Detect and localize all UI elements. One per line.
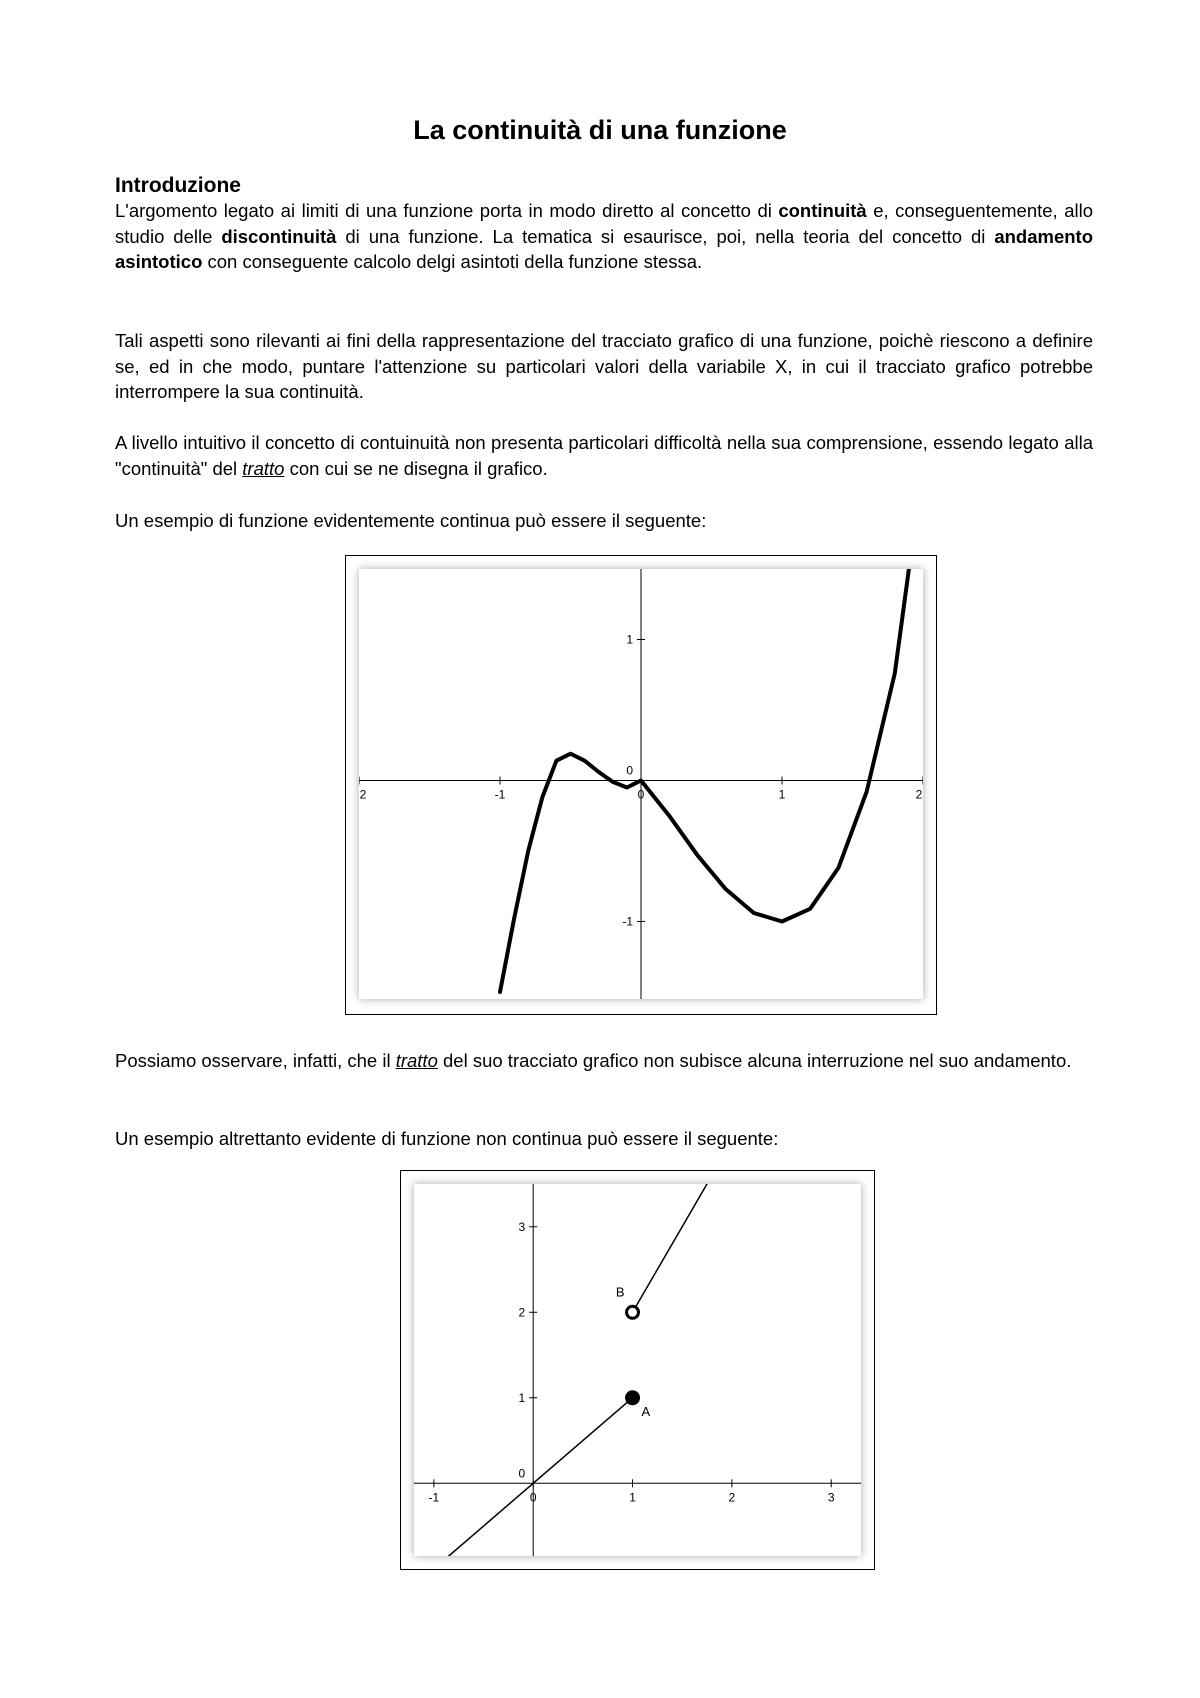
y-tick-label: 3 bbox=[518, 1219, 526, 1234]
paragraph-example-discontinuous: Un esempio altrettanto evidente di funzione non continua può essere il seguente: bbox=[115, 1128, 779, 1149]
text: del suo tracciato grafico non subisce alcuna interruzione nel suo andamento. bbox=[437, 1050, 1072, 1071]
bold-term: discontinuità bbox=[221, 225, 337, 247]
continuous-function-chart bbox=[359, 569, 923, 999]
x-tick-label: 1 bbox=[778, 787, 786, 802]
text: A livello intuitivo il concetto di contuinuità non presenta particolari difficoltà nella sua comprensione, essendo legato alla "continuità" del bbox=[115, 432, 1093, 479]
x-tick-label: -1 bbox=[494, 787, 506, 802]
text: e, conseguentemente, allo studio delle bbox=[115, 200, 1093, 247]
point-open bbox=[627, 1306, 639, 1318]
paragraph-intro bbox=[115, 198, 1093, 275]
text: L'argomento legato ai limiti di una funzione porta in modo diretto al concetto di bbox=[115, 200, 779, 221]
point-label: B bbox=[615, 1284, 625, 1300]
x-tick-label: 0 bbox=[529, 1490, 537, 1505]
x-tick-label: 2 bbox=[359, 787, 367, 802]
y-tick-label: 2 bbox=[518, 1305, 526, 1320]
discontinuous-function-chart bbox=[414, 1184, 861, 1556]
x-tick-label: 2 bbox=[915, 787, 923, 802]
x-tick-label: 0 bbox=[637, 787, 645, 802]
paragraph-aspects: Tali aspetti sono rilevanti ai fini della rappresentazione del tracciato grafico di una funzione, poichè riescono a definire se, ed in che modo, puntare l'attenzione su particolari valori della variabile X, in cui il tracciato grafico potrebbe interrompere la sua continuità. bbox=[115, 330, 1093, 402]
x-tick-label: 3 bbox=[827, 1490, 835, 1505]
x-tick-label: 2 bbox=[728, 1490, 736, 1505]
function-curve bbox=[449, 1398, 633, 1556]
paragraph-intuitive bbox=[115, 430, 1093, 481]
x-tick-label: 1 bbox=[629, 1490, 636, 1505]
y-tick-label: -1 bbox=[622, 914, 633, 929]
y-tick-label: 1 bbox=[626, 632, 633, 647]
paragraph-observation bbox=[115, 1048, 1093, 1074]
bold-term: andamento asintotico bbox=[115, 225, 1093, 272]
bold-term: continuità bbox=[778, 200, 867, 221]
x-tick-label: -1 bbox=[428, 1490, 440, 1505]
figure-discontinuous-function bbox=[400, 1170, 875, 1570]
y-tick-label: 1 bbox=[518, 1390, 526, 1405]
text: con cui se ne disegna il grafico. bbox=[284, 457, 548, 479]
text: con conseguente calcolo delgi asintoti della funzione stessa. bbox=[202, 251, 703, 272]
point-label: A bbox=[641, 1403, 651, 1419]
page-title: La continuità di una funzione bbox=[413, 115, 787, 145]
underlined-term: tratto bbox=[395, 1050, 438, 1071]
text: Possiamo osservare, infatti, che il bbox=[115, 1050, 396, 1071]
function-curve bbox=[633, 1184, 708, 1312]
underlined-term: tratto bbox=[242, 457, 285, 479]
text: di una funzione. La tematica si esaurisce, poi, nella teoria del concetto di bbox=[336, 225, 995, 247]
paragraph-example-continuous: Un esempio di funzione evidentemente continua può essere il seguente: bbox=[115, 510, 707, 531]
figure-continuous-function bbox=[345, 555, 937, 1015]
y-tick-label: 0 bbox=[626, 763, 633, 778]
section-heading: Introduzione bbox=[115, 174, 241, 197]
point-filled bbox=[627, 1392, 639, 1404]
y-tick-label: 0 bbox=[518, 1466, 526, 1481]
